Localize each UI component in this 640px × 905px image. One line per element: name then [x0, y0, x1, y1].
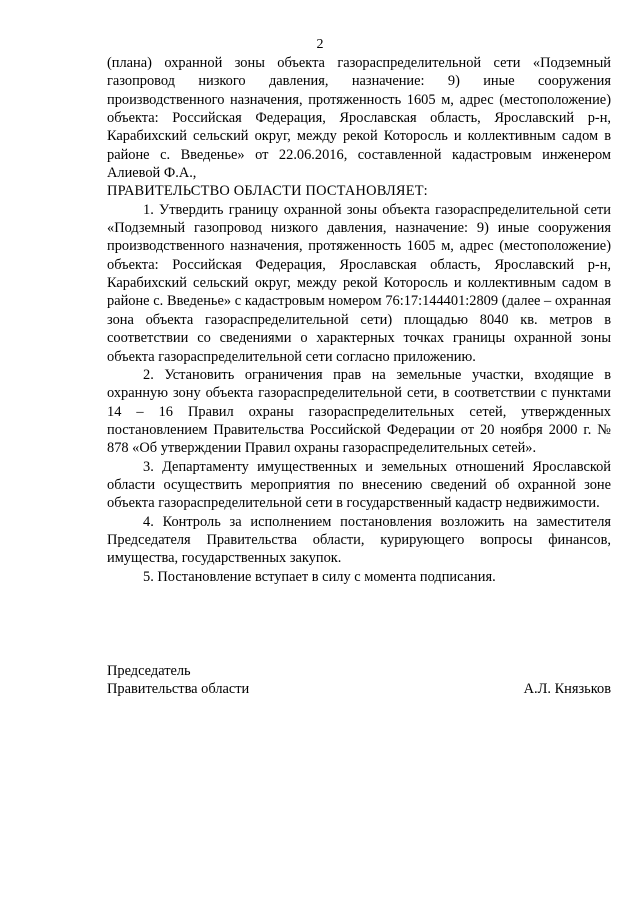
- signatory-title-line-2: Правительства области: [107, 681, 250, 698]
- clause-2: 2. Установить ограничения прав на земельные участки, входящие в охранную зону объекта газораспределительной сети, в соответствии с пунктами 14 – 16 Правил охраны газораспределительных сетей, утвержденных постановлением Правительства Российской Федерации от 20 ноября 2000 г. № 878 «Об утверждении Правил охраны газораспределительных сетей».: [107, 366, 611, 457]
- clause-1: 1. Утвердить границу охранной зоны объекта газораспределительной сети «Подземный газопровод низкого давления, назначение: 9) иные сооружения производственного назначения, протяженность 1605 м, адрес (местоположение) объекта: Российская Федерация, Ярославская область, Ярославский р-н, Карабихский сельский округ, между рекой Которосль и коллективным садом в районе с. Введенье» с кадастровым номером 76:17:144401:2809 (далее – охранная зона объекта газораспределительной сети) площадью 8040 кв. метров в соответствии со сведениями о характерных точках границы охранной зоны объекта газораспределительной сети согласно приложению.: [107, 201, 611, 365]
- signature-block: [107, 662, 611, 699]
- clause-4: 4. Контроль за исполнением постановления возложить на заместителя Председателя Правительства области, курирующего вопросы финансов, имущества, государственных закупок.: [107, 513, 611, 567]
- clause-3: 3. Департаменту имущественных и земельных отношений Ярославской области осуществить мероприятия по внесению сведений об охранной зоне объекта газораспределительной сети в государственный кадастр недвижимости.: [107, 458, 611, 512]
- decree-heading: ПРАВИТЕЛЬСТВО ОБЛАСТИ ПОСТАНОВЛЯЕТ:: [107, 183, 428, 200]
- signatory-title-line-1: Председатель: [107, 663, 191, 679]
- clause-5: 5. Постановление вступает в силу с момента подписания.: [143, 568, 496, 585]
- preamble-continuation: (плана) охранной зоны объекта газораспределительной сети «Подземный газопровод низкого давления, назначение: 9) иные сооружения производственного назначения, протяженность 1605 м, адрес (местоположение) объекта: Российская Федерация, Ярославская область, Ярославский р-н, Карабихский сельский округ, между рекой Которосль и коллективным садом в районе с. Введенье» от 22.06.2016, составленной кадастровым инженером Алиевой Ф.А.,: [107, 55, 611, 182]
- signatory-name: А.Л. Князьков: [523, 681, 611, 698]
- page-number: 2: [316, 37, 324, 52]
- signature-row: [107, 680, 611, 698]
- document-body: [107, 54, 611, 586]
